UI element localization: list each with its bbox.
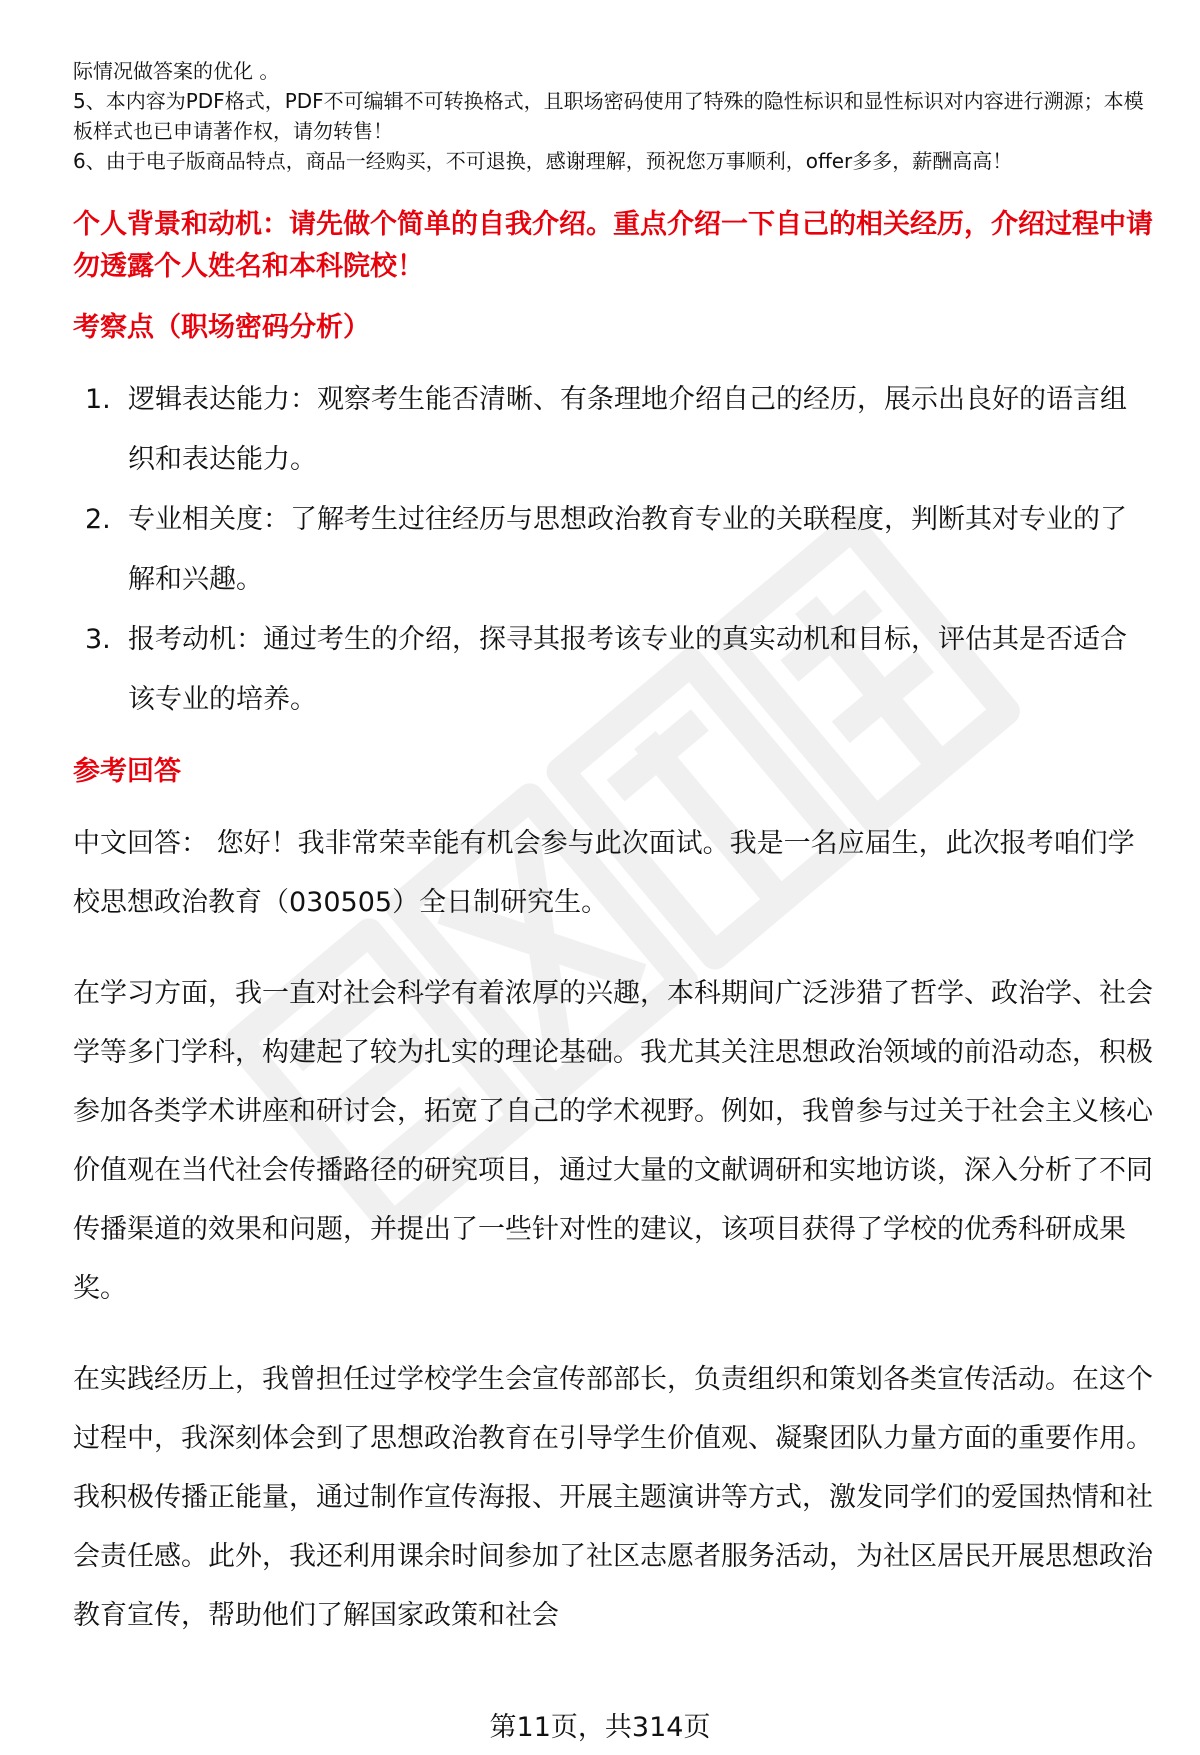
note-line: 6、由于电子版商品特点，商品一经购买，不可退换，感谢理解，预祝您万事顺利，offer多多，薪酬高高！ <box>73 149 1013 173</box>
list-item <box>73 490 1153 610</box>
list-item <box>73 610 1153 730</box>
page-number-footer: 第11页，共314页 <box>489 1712 711 1743</box>
answer-paragraph: 在学习方面，我一直对社会科学有着浓厚的兴趣，本科期间广泛涉猎了哲学、政治学、社会学等多门学科，构建起了较为扎实的理论基础。我尤其关注思想政治领域的前沿动态，积极参加各类学术讲座和研讨会，拓宽了自己的学术视野。例如，我曾参与过关于社会主义核心价值观在当代社会传播路径的研究项目，通过大量的文献调研和实地访谈，深入分析了不同传播渠道的效果和问题，并提出了一些针对性的建议，该项目获得了学校的优秀科研成果奖。 <box>73 978 1153 1304</box>
list-item-number: 2. <box>85 504 111 535</box>
note-line: 5、本内容为PDF格式，PDF不可编辑不可转换格式，且职场密码使用了特殊的隐性标识和显性标识对内容进行溯源；本模板样式也已申请著作权，请勿转售！ <box>73 89 1144 143</box>
analysis-list <box>73 370 1153 730</box>
list-item-text: 逻辑表达能力：观察考生能否清晰、有条理地介绍自己的经历，展示出良好的语言组织和表达能力。 <box>128 384 1127 475</box>
list-item-text: 专业相关度：了解考生过往经历与思想政治教育专业的关联程度，判断其对专业的了解和兴趣。 <box>128 504 1127 595</box>
note-line: 际情况做答案的优化 。 <box>73 59 280 83</box>
list-item <box>73 370 1153 490</box>
list-item-text: 报考动机：通过考生的介绍，探寻其报考该专业的真实动机和目标，评估其是否适合该专业的培养。 <box>128 624 1127 715</box>
answer-paragraph: 在实践经历上，我曾担任过学校学生会宣传部部长，负责组织和策划各类宣传活动。在这个过程中，我深刻体会到了思想政治教育在引导学生价值观、凝聚团队力量方面的重要作用。我积极传播正能量，通过制作宣传海报、开展主题演讲等方式，激发同学们的爱国热情和社会责任感。此外，我还利用课余时间参加了社区志愿者服务活动，为社区居民开展思想政治教育宣传，帮助他们了解国家政策和社会 <box>73 1364 1153 1631</box>
list-item-number: 3. <box>85 624 111 655</box>
analysis-title: 考察点（职场密码分析） <box>73 312 370 343</box>
question-heading: 个人背景和动机：请先做个简单的自我介绍。重点介绍一下自己的相关经历，介绍过程中请勿透露个人姓名和本科院校！ <box>73 209 1153 282</box>
answer-title: 参考回答 <box>73 756 181 787</box>
list-item-number: 1. <box>85 384 111 415</box>
answer-paragraph: 中文回答： 您好！我非常荣幸能有机会参与此次面试。我是一名应届生，此次报考咱们学校思想政治教育（030505）全日制研究生。 <box>73 828 1135 918</box>
page-content <box>73 56 1153 1645</box>
